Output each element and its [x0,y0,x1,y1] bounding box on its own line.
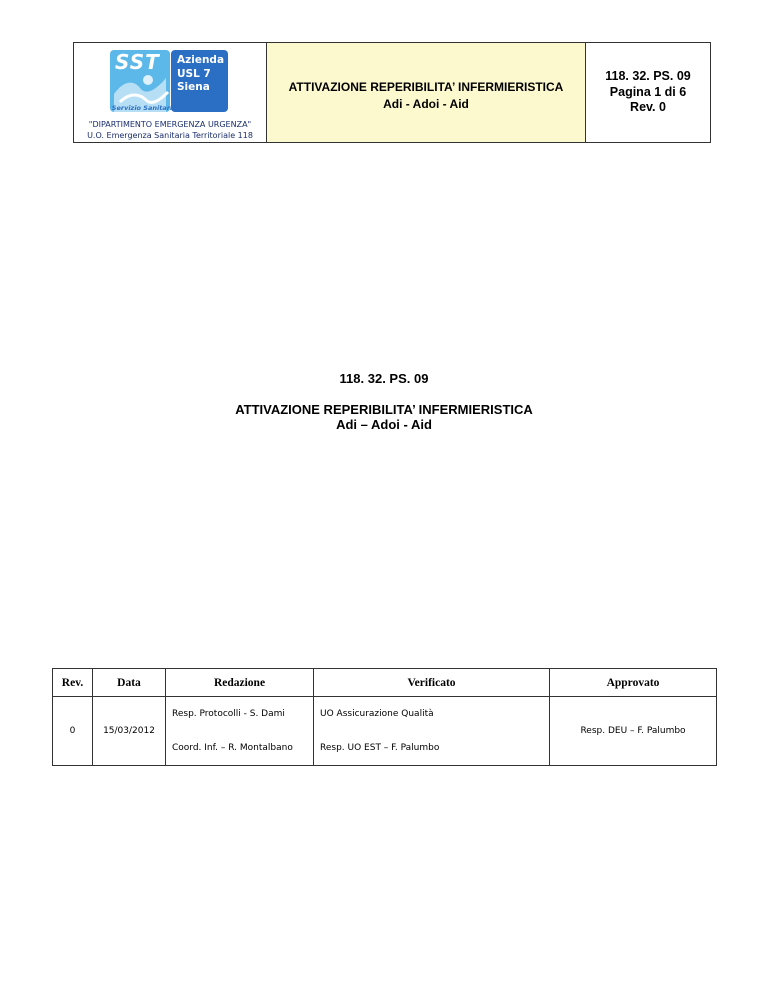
azienda-line: Siena [177,81,210,93]
header-data: Data [93,669,166,697]
azienda-line: USL 7 [177,67,211,80]
header-rev: Rev. [53,669,93,697]
table-row [53,697,717,766]
verificato-line: UO Assicurazione Qualità [320,709,434,719]
header-page-number: Pagina 1 di 6 [609,84,687,99]
redazione-cell [166,697,314,766]
header-approvato: Approvato [550,669,717,697]
azienda-line: Azienda [177,54,225,66]
header-code-cell [586,43,710,142]
department-label [74,120,266,141]
sst-logo [110,50,228,112]
approvato-cell: Resp. DEU – F. Palumbo [550,697,717,766]
logo-tagline: Servizio Sanitario della Toscana [111,104,229,112]
azienda-logo-block [171,50,228,112]
rev-date: 15/03/2012 [93,697,166,766]
header-title: ATTIVAZIONE REPERIBILITA’ INFERMIERISTICA [288,80,564,94]
header-logo-cell [74,43,267,142]
header-document-code: 118. 32. PS. 09 [605,69,691,84]
sst-logo-mark [110,50,170,112]
document-title: ATTIVAZIONE REPERIBILITA’ INFERMIERISTICA [235,402,533,417]
header-verificato: Verificato [314,669,550,697]
verificato-line: Resp. UO EST – F. Palumbo [320,743,440,753]
department-name: "DIPARTIMENTO EMERGENZA URGENZA" [88,120,252,129]
document-code: 118. 32. PS. 09 [339,371,429,386]
redazione-line: Resp. Protocolli - S. Dami [172,709,285,719]
revision-table-header [53,669,717,697]
sst-logo-text: SST [115,50,160,74]
verificato-cell [314,697,550,766]
document-subtitle: Adi – Adoi - Aid [336,417,432,432]
rev-number: 0 [53,697,93,766]
header-title-cell [267,43,586,142]
wave-figure-icon [110,50,170,112]
unit-name: U.O. Emergenza Sanitaria Territoriale 118 [87,130,253,140]
header-revision: Rev. 0 [630,100,666,115]
header-subtitle: Adi - Adoi - Aid [383,97,469,111]
header-redazione: Redazione [166,669,314,697]
redazione-line: Coord. Inf. – R. Montalbano [172,743,293,753]
document-header [73,42,711,143]
revision-table [52,668,717,766]
